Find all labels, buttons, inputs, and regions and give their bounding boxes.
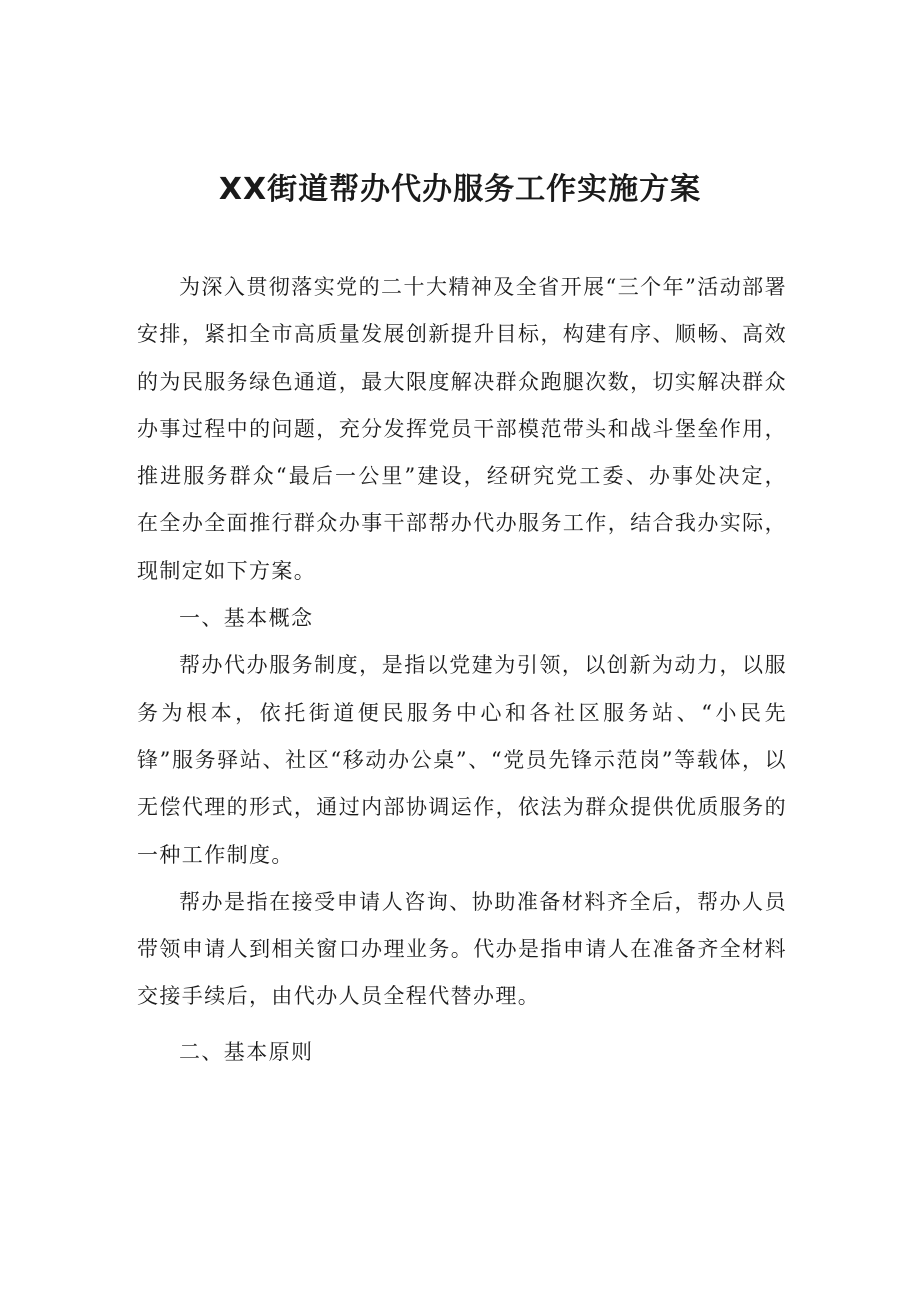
document-body — [137, 264, 787, 1076]
intro-paragraph: 为深入贯彻落实党的二十大精神及全省开展“三个年”活动部署安排，紧扣全市高质量发展创新提升目标，构建有序、顺畅、高效的为民服务绿色通道，最大限度解决群众跑腿次数，切实解决群众办事过程中的问题，充分发挥党员干部模范带头和战斗堡垒作用，推进服务群众“最后一公里”建设，经研究党工委、办事处决定，在全办全面推行群众办事干部帮办代办服务工作，结合我办实际，现制定如下方案。 — [137, 275, 787, 583]
concept-paragraph-help-and-proxy: 帮办是指在接受申请人咨询、协助准备材料齐全后，帮办人员带领申请人到相关窗口办理业务。代办是指申请人在准备齐全材料交接手续后，由代办人员全程代替办理。 — [137, 889, 787, 1009]
concept-paragraph-definition: 帮办代办服务制度，是指以党建为引领，以创新为动力，以服务为根本，依托街道便民服务中心和各社区服务站、“小民先锋”服务驿站、社区“移动办公桌”、“党员先锋示范岗”等载体，以无偿代理的形式，通过内部协调运作，依法为群众提供优质服务的一种工作制度。 — [137, 653, 787, 867]
section-heading-basic-concept: 一、基本概念 — [179, 606, 314, 631]
document-title: XX街道帮办代办服务工作实施方案 — [218, 172, 702, 207]
section-heading-basic-principles: 二、基本原则 — [179, 1039, 314, 1064]
